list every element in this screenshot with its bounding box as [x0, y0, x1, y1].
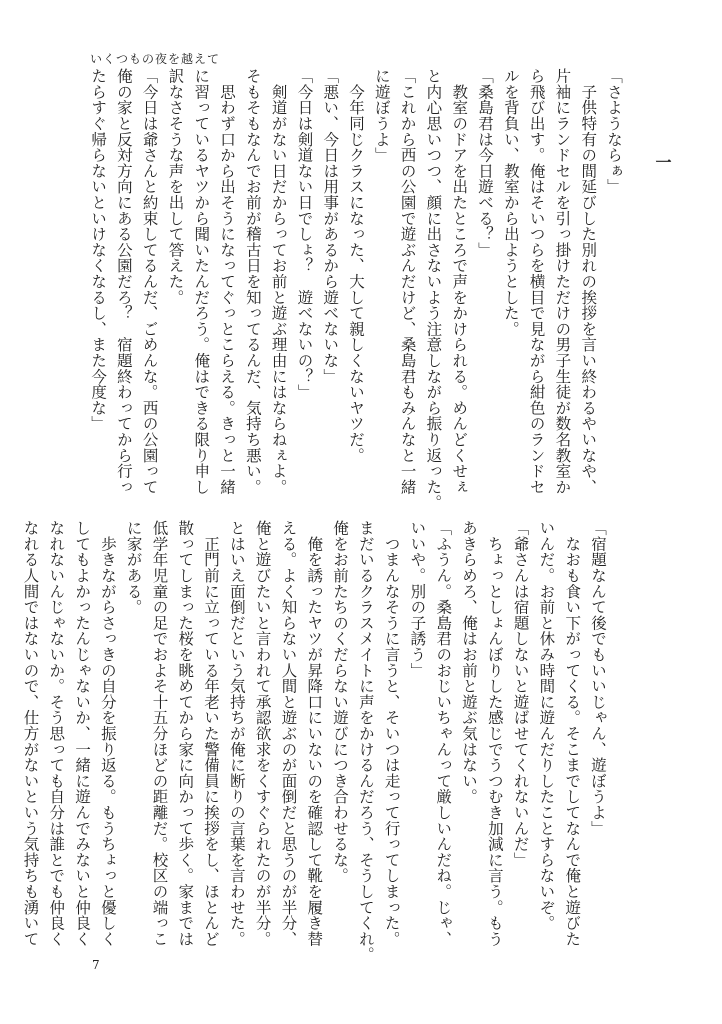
text-line: 今年同じクラスになった、大して親しくないヤツだ。: [347, 68, 366, 463]
text-line: まだいるクラスメイトに声をかけるんだろう、そうしてくれ。: [356, 520, 375, 963]
text-line: 俺と遊びたいと言われて承認欲求をくすぐられたのが半分。: [253, 520, 272, 947]
text-line: 「さようならぁ」: [605, 68, 623, 195]
text-line: 俺をお前たちのくだらない遊びにつき合わせるな。: [331, 520, 350, 884]
text-line: える。よく知らない人間と遊ぶのが面倒だと思うのが半分、: [279, 520, 298, 947]
text-line: 「今日は剣道ない日でしょ？ 遊べないの？」: [295, 68, 314, 400]
text-line: つまんなそうに言うと、そいつは走って行ってしまった。: [382, 520, 401, 947]
text-line: 思わず口から出そうになってぐっとこらえる。きっと一緒: [218, 68, 237, 495]
text-line: 正門前に立っている年老いた警備員に挨拶をし、ほとんど: [202, 520, 221, 947]
text-line: 訳なさそうな声を出して答えた。: [166, 68, 185, 305]
bottom-text-block: [21, 520, 610, 963]
text-line: 「これから西の公園で遊ぶんだけど、桑島君もみんなと一緒: [398, 68, 417, 495]
text-line: に遊ぼうよ」: [372, 68, 391, 163]
text-line: なおも食い下がってくる。そこまでしてなんで俺と遊びた: [563, 520, 582, 947]
text-line: してもよかったんじゃないか、一緒に遊んでみないと仲良く: [73, 520, 92, 947]
text-line: 「ふうん。桑島君のおじいちゃんって厳しいんだね。じゃ、: [434, 520, 453, 947]
text-line: に家がある。: [124, 520, 143, 615]
text-line: いいや。別の子誘う」: [408, 520, 427, 678]
text-line: 片袖にランドセルを引っ掛けただけの男子生徒が数名教室か: [553, 68, 572, 495]
page-number: 7: [92, 958, 100, 972]
text-line: ら飛び出す。俺はそいつらを横目で見ながら紺色のランドセ: [527, 68, 546, 495]
text-line: ちょっとしょんぼりした感じでうつむき加減に言う。もう: [485, 520, 504, 947]
text-line: 教室のドアを出たところで声をかけられる。めんどくせぇ: [450, 68, 469, 495]
top-text-block: [84, 68, 626, 511]
text-line: 散ってしまった桜を眺めてから家に向かって歩く。家までは: [176, 520, 195, 947]
text-line: と内心思いつつ、顔に出さないよう注意しながら振り返った。: [424, 68, 443, 511]
text-line: ルを背負い、教室から出ようとした。: [501, 68, 520, 337]
text-line: 俺の家と反対方向にある公園だろ？ 宿題終わってから行っ: [114, 68, 133, 495]
text-line: 「桑島君は今日遊べる？」: [476, 68, 495, 258]
chapter-number: 一: [653, 154, 672, 170]
text-line: 剣道がない日だからってお前と遊ぶ理由にはならねぇよ。: [269, 68, 288, 495]
text-line: いんだ。お前と休み時間に遊んだりしたことすらないぞ。: [537, 520, 556, 931]
text-line: 俺を誘ったヤツが昇降口にいないのを確認して靴を履き替: [305, 520, 324, 947]
text-line: 「悪い、今日は用事があるから遊べないな」: [321, 68, 340, 384]
text-line: に習っているヤツから聞いたんだろう。俺はできる限り申し: [192, 68, 211, 495]
running-header: いくつもの夜を越えて: [90, 52, 221, 66]
text-line: なれないんじゃないか。そう思っても自分は誰とでも仲良く: [47, 520, 66, 947]
text-line: 「爺さんは宿題しないと遊ばせてくれないんだ」: [511, 520, 530, 868]
text-line: 歩きながらさっきの自分を振り返る。もうちょっと優しく: [98, 520, 117, 947]
text-line: あきらめろ、俺はお前と遊ぶ気はない。: [460, 520, 479, 805]
text-line: そもそもなんでお前が稽古日を知ってるんだ、気持ち悪い。: [243, 68, 262, 495]
text-line: 子供特有の間延びした別れの挨拶を言い終わるやいなや、: [579, 68, 598, 495]
text-line: 「宿題なんて後でもいいじゃん、遊ぼうよ」: [589, 520, 607, 836]
text-line: なれる人間ではないので、仕方がないという気持ちも湧いて: [21, 520, 40, 947]
text-line: 「今日は爺さんと約束してるんだ、ごめんな。西の公園って: [140, 68, 159, 495]
text-line: 低学年児童の足でおよそ十五分ほどの距離だ。校区の端っこ: [150, 520, 169, 947]
text-line: とはいえ面倒だという気持ちが俺に断りの言葉を言わせた。: [227, 520, 246, 947]
text-line: たらすぐ帰らないといけなくなるし、また今度な」: [89, 68, 108, 432]
